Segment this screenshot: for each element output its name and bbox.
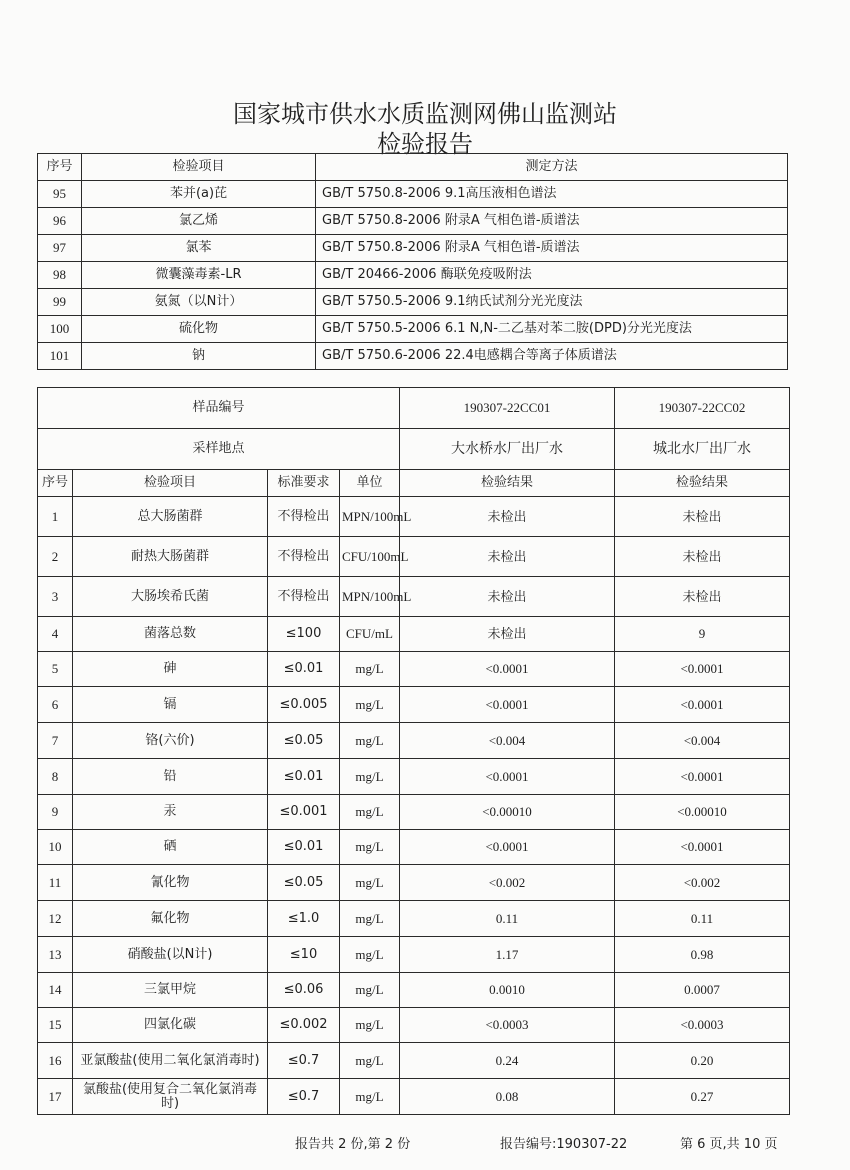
row-number: 16 [38, 1043, 73, 1079]
row-number: 8 [38, 759, 73, 795]
result-sample-2: 未检出 [615, 497, 790, 537]
result-sample-1: 0.08 [400, 1079, 615, 1115]
result-sample-2: <0.004 [615, 723, 790, 759]
header-standard: 标准要求 [268, 470, 340, 497]
sample-id-label: 样品编号 [38, 388, 400, 429]
test-method: GB/T 5750.8-2006 附录A 气相色谱-质谱法 [316, 208, 788, 235]
result-sample-1: <0.0001 [400, 830, 615, 865]
result-sample-2: 0.27 [615, 1079, 790, 1115]
standard-requirement: ≤0.06 [268, 973, 340, 1008]
sample-id-row [38, 388, 790, 429]
standard-requirement: ≤0.002 [268, 1008, 340, 1043]
row-number: 15 [38, 1008, 73, 1043]
footer-page-number: 第 6 页,共 10 页 [680, 1137, 778, 1152]
result-sample-2: 未检出 [615, 577, 790, 617]
methods-row [38, 181, 788, 208]
result-sample-2: <0.0003 [615, 1008, 790, 1043]
test-item: 氯酸盐(使用复合二氧化氯消毒时) [73, 1079, 268, 1115]
result-sample-2: 0.20 [615, 1043, 790, 1079]
header-result-1: 检验结果 [400, 470, 615, 497]
test-item: 钠 [82, 343, 316, 370]
unit: mg/L [340, 1043, 400, 1079]
methods-row [38, 262, 788, 289]
result-sample-2: 9 [615, 617, 790, 652]
row-number: 7 [38, 723, 73, 759]
methods-table [37, 153, 788, 370]
row-number: 5 [38, 652, 73, 687]
result-row [38, 617, 790, 652]
result-sample-1: <0.0003 [400, 1008, 615, 1043]
row-number: 2 [38, 537, 73, 577]
row-number: 95 [38, 181, 82, 208]
test-method: GB/T 5750.5-2006 9.1纳氏试剂分光光度法 [316, 289, 788, 316]
result-sample-2: <0.002 [615, 865, 790, 901]
header-method: 测定方法 [316, 154, 788, 181]
location-label: 采样地点 [38, 429, 400, 470]
row-number: 96 [38, 208, 82, 235]
location-row [38, 429, 790, 470]
test-item: 硝酸盐(以N计) [73, 937, 268, 973]
results-table [37, 387, 790, 1115]
results-header-row [38, 470, 790, 497]
footer-copies: 报告共 2 份,第 2 份 [295, 1137, 411, 1152]
sample-id-1: 190307-22CC01 [400, 388, 615, 429]
header-item: 检验项目 [82, 154, 316, 181]
test-item: 氨氮（以N计） [82, 289, 316, 316]
result-sample-1: <0.00010 [400, 795, 615, 830]
standard-requirement: ≤0.01 [268, 652, 340, 687]
result-sample-1: <0.0001 [400, 652, 615, 687]
test-method: GB/T 5750.5-2006 6.1 N,N-二乙基对苯二胺(DPD)分光光度法 [316, 316, 788, 343]
unit: mg/L [340, 1079, 400, 1115]
result-sample-2: 0.11 [615, 901, 790, 937]
header-no: 序号 [38, 470, 73, 497]
report-title: 国家城市供水水质监测网佛山监测站 [233, 100, 617, 128]
header-unit: 单位 [340, 470, 400, 497]
row-number: 13 [38, 937, 73, 973]
row-number: 1 [38, 497, 73, 537]
test-item: 四氯化碳 [73, 1008, 268, 1043]
result-sample-2: 未检出 [615, 537, 790, 577]
standard-requirement: ≤100 [268, 617, 340, 652]
result-sample-1: 未检出 [400, 537, 615, 577]
row-number: 100 [38, 316, 82, 343]
row-number: 12 [38, 901, 73, 937]
result-row [38, 652, 790, 687]
result-row [38, 759, 790, 795]
test-item: 菌落总数 [73, 617, 268, 652]
test-item: 三氯甲烷 [73, 973, 268, 1008]
sample-id-2: 190307-22CC02 [615, 388, 790, 429]
test-item: 氯乙烯 [82, 208, 316, 235]
unit: mg/L [340, 901, 400, 937]
test-method: GB/T 20466-2006 酶联免疫吸附法 [316, 262, 788, 289]
standard-requirement: 不得检出 [268, 577, 340, 617]
test-item: 苯并(a)芘 [82, 181, 316, 208]
methods-header-row [38, 154, 788, 181]
row-number: 6 [38, 687, 73, 723]
unit: MPN/100mL [340, 577, 400, 617]
result-sample-1: <0.004 [400, 723, 615, 759]
result-row [38, 865, 790, 901]
row-number: 98 [38, 262, 82, 289]
unit: mg/L [340, 937, 400, 973]
methods-row [38, 208, 788, 235]
result-sample-2: <0.00010 [615, 795, 790, 830]
result-sample-1: 0.0010 [400, 973, 615, 1008]
result-row [38, 973, 790, 1008]
unit: mg/L [340, 687, 400, 723]
test-item: 硫化物 [82, 316, 316, 343]
result-sample-2: <0.0001 [615, 759, 790, 795]
result-sample-2: 0.0007 [615, 973, 790, 1008]
result-sample-1: 未检出 [400, 497, 615, 537]
test-item: 亚氯酸盐(使用二氧化氯消毒时) [73, 1043, 268, 1079]
test-method: GB/T 5750.8-2006 9.1高压液相色谱法 [316, 181, 788, 208]
row-number: 101 [38, 343, 82, 370]
standard-requirement: 不得检出 [268, 497, 340, 537]
test-method: GB/T 5750.6-2006 22.4电感耦合等离子体质谱法 [316, 343, 788, 370]
row-number: 9 [38, 795, 73, 830]
row-number: 17 [38, 1079, 73, 1115]
unit: mg/L [340, 759, 400, 795]
standard-requirement: ≤0.7 [268, 1043, 340, 1079]
standard-requirement: ≤0.05 [268, 723, 340, 759]
result-row [38, 795, 790, 830]
result-sample-1: 0.11 [400, 901, 615, 937]
unit: CFU/mL [340, 617, 400, 652]
result-row [38, 1008, 790, 1043]
standard-requirement: ≤0.01 [268, 830, 340, 865]
methods-row [38, 289, 788, 316]
test-item: 硒 [73, 830, 268, 865]
test-item: 耐热大肠菌群 [73, 537, 268, 577]
standard-requirement: 不得检出 [268, 537, 340, 577]
result-row [38, 687, 790, 723]
methods-row [38, 343, 788, 370]
test-item: 氟化物 [73, 901, 268, 937]
row-number: 11 [38, 865, 73, 901]
test-item: 微囊藻毒素-LR [82, 262, 316, 289]
test-item: 汞 [73, 795, 268, 830]
test-item: 砷 [73, 652, 268, 687]
test-method: GB/T 5750.8-2006 附录A 气相色谱-质谱法 [316, 235, 788, 262]
result-row [38, 537, 790, 577]
result-row [38, 723, 790, 759]
test-item: 铬(六价) [73, 723, 268, 759]
test-item: 氯苯 [82, 235, 316, 262]
unit: mg/L [340, 652, 400, 687]
result-row [38, 1043, 790, 1079]
test-item: 镉 [73, 687, 268, 723]
location-2: 城北水厂出厂水 [615, 429, 790, 470]
standard-requirement: ≤0.005 [268, 687, 340, 723]
standard-requirement: ≤0.05 [268, 865, 340, 901]
row-number: 97 [38, 235, 82, 262]
standard-requirement: ≤0.7 [268, 1079, 340, 1115]
result-row [38, 577, 790, 617]
unit: mg/L [340, 973, 400, 1008]
test-item: 总大肠菌群 [73, 497, 268, 537]
result-sample-1: <0.002 [400, 865, 615, 901]
result-row [38, 830, 790, 865]
row-number: 10 [38, 830, 73, 865]
row-number: 3 [38, 577, 73, 617]
header-result-2: 检验结果 [615, 470, 790, 497]
result-row [38, 1079, 790, 1115]
unit: mg/L [340, 830, 400, 865]
unit: mg/L [340, 795, 400, 830]
test-item: 铅 [73, 759, 268, 795]
unit: mg/L [340, 723, 400, 759]
row-number: 99 [38, 289, 82, 316]
report-subtitle: 检验报告 [377, 130, 473, 158]
result-sample-1: 未检出 [400, 617, 615, 652]
footer-report-number: 报告编号:190307-22 [500, 1137, 628, 1152]
header-item: 检验项目 [73, 470, 268, 497]
unit: mg/L [340, 865, 400, 901]
result-row [38, 901, 790, 937]
result-row [38, 497, 790, 537]
header-no: 序号 [38, 154, 82, 181]
standard-requirement: ≤10 [268, 937, 340, 973]
result-sample-2: <0.0001 [615, 652, 790, 687]
methods-row [38, 235, 788, 262]
methods-row [38, 316, 788, 343]
row-number: 4 [38, 617, 73, 652]
row-number: 14 [38, 973, 73, 1008]
result-sample-2: 0.98 [615, 937, 790, 973]
test-item: 大肠埃希氏菌 [73, 577, 268, 617]
result-row [38, 937, 790, 973]
result-sample-1: 0.24 [400, 1043, 615, 1079]
standard-requirement: ≤0.001 [268, 795, 340, 830]
result-sample-1: <0.0001 [400, 759, 615, 795]
unit: mg/L [340, 1008, 400, 1043]
result-sample-2: <0.0001 [615, 687, 790, 723]
unit: MPN/100mL [340, 497, 400, 537]
result-sample-1: 1.17 [400, 937, 615, 973]
location-1: 大水桥水厂出厂水 [400, 429, 615, 470]
standard-requirement: ≤1.0 [268, 901, 340, 937]
unit: CFU/100mL [340, 537, 400, 577]
result-sample-1: <0.0001 [400, 687, 615, 723]
test-item: 氰化物 [73, 865, 268, 901]
standard-requirement: ≤0.01 [268, 759, 340, 795]
result-sample-1: 未检出 [400, 577, 615, 617]
result-sample-2: <0.0001 [615, 830, 790, 865]
